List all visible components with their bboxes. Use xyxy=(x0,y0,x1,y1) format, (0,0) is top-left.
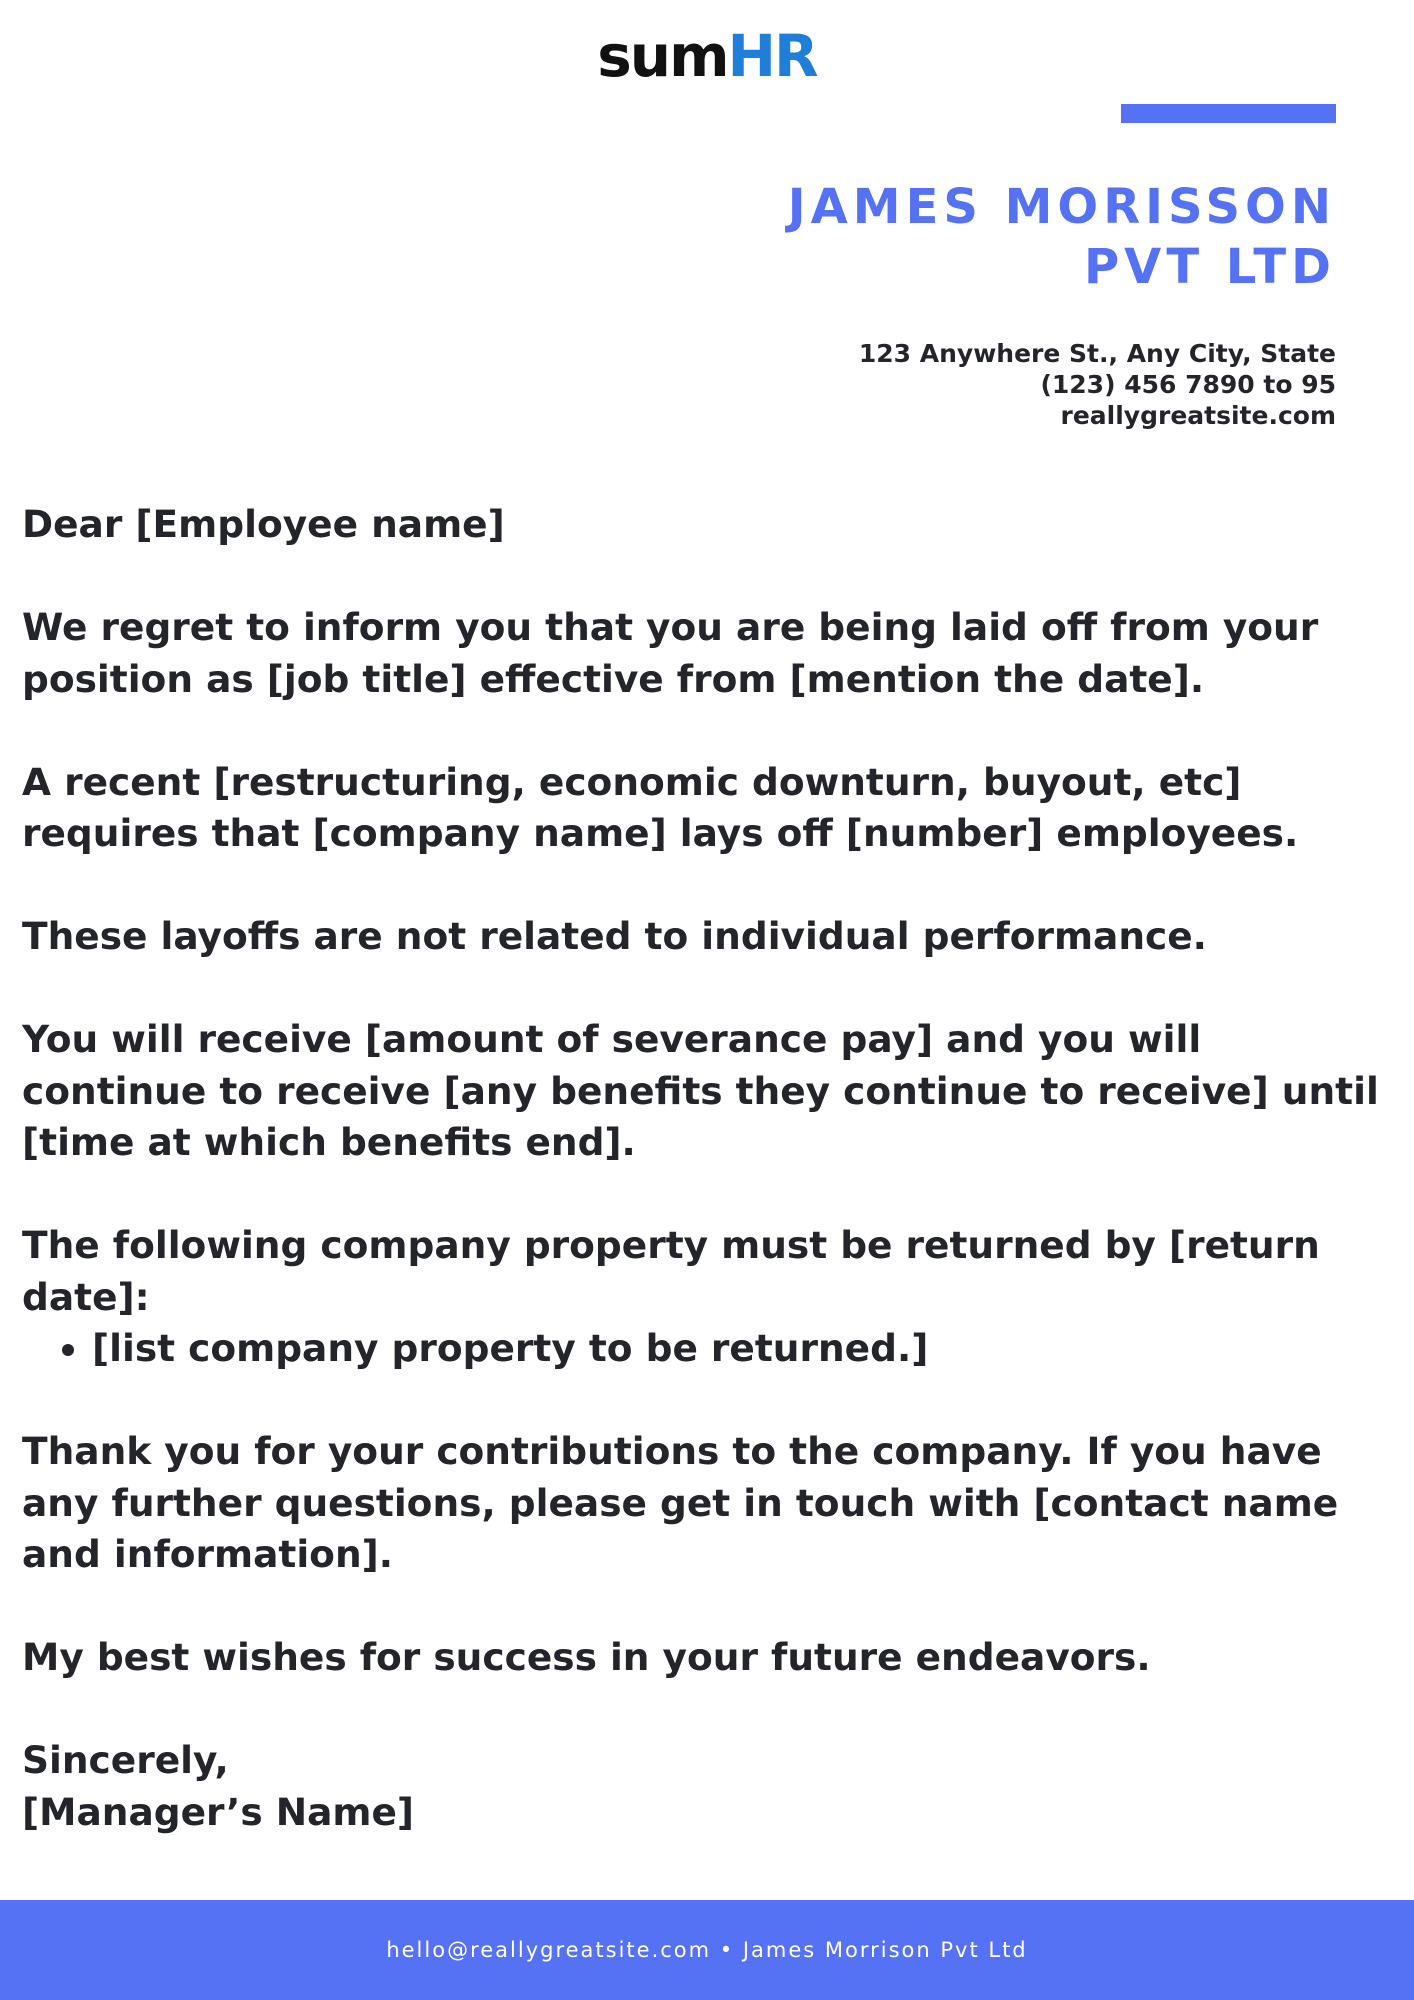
company-website: reallygreatsite.com xyxy=(1060,401,1336,430)
company-name xyxy=(616,177,1336,297)
logo-text-sum: sum xyxy=(597,22,728,90)
logo-text-hr: HR xyxy=(727,22,817,90)
letter-greeting: Dear [Employee name] xyxy=(22,502,505,546)
letter-paragraph-5: The following company property must be returned by [return date]: xyxy=(22,1223,1320,1319)
letter-paragraph-7: My best wishes for success in your future endeavors. xyxy=(22,1635,1151,1679)
footer-text: hello@reallygreatsite.com • James Morrison Pvt Ltd xyxy=(386,1938,1028,1962)
accent-bar xyxy=(1121,104,1336,123)
letter-paragraph-1: We regret to inform you that you are being laid off from your position as [job title] effective from [mention the date]. xyxy=(22,605,1319,701)
footer-bar xyxy=(0,1900,1414,2000)
sumhr-logo xyxy=(0,18,1414,94)
company-name-line1: JAMES MORISSON xyxy=(787,179,1336,235)
letter-paragraph-3: These layoffs are not related to individual performance. xyxy=(22,914,1207,958)
property-list xyxy=(22,1323,1397,1375)
company-address: 123 Anywhere St., Any City, State xyxy=(858,339,1336,368)
letter-body xyxy=(22,499,1397,1838)
property-list-item: • [list company property to be returned.] xyxy=(92,1323,1397,1375)
letter-paragraph-2: A recent [restructuring, economic downturn, buyout, etc] requires that [company name] lays off [number] employees. xyxy=(22,759,1299,855)
company-phone: (123) 456 7890 to 95 xyxy=(1040,370,1336,399)
letter-closing: Sincerely, xyxy=(22,1738,229,1782)
company-name-line2: PVT LTD xyxy=(1083,239,1336,295)
contact-block xyxy=(736,338,1336,431)
letter-paragraph-6: Thank you for your contributions to the company. If you have any further questions, please get in touch with [contact name and information]. xyxy=(22,1429,1339,1576)
letter-signature: [Manager’s Name] xyxy=(22,1789,415,1834)
letter-paragraph-4: You will receive [amount of severance pay] and you will continue to receive [any benefits they continue to receive] until [time at which benefits end]. xyxy=(22,1017,1379,1164)
